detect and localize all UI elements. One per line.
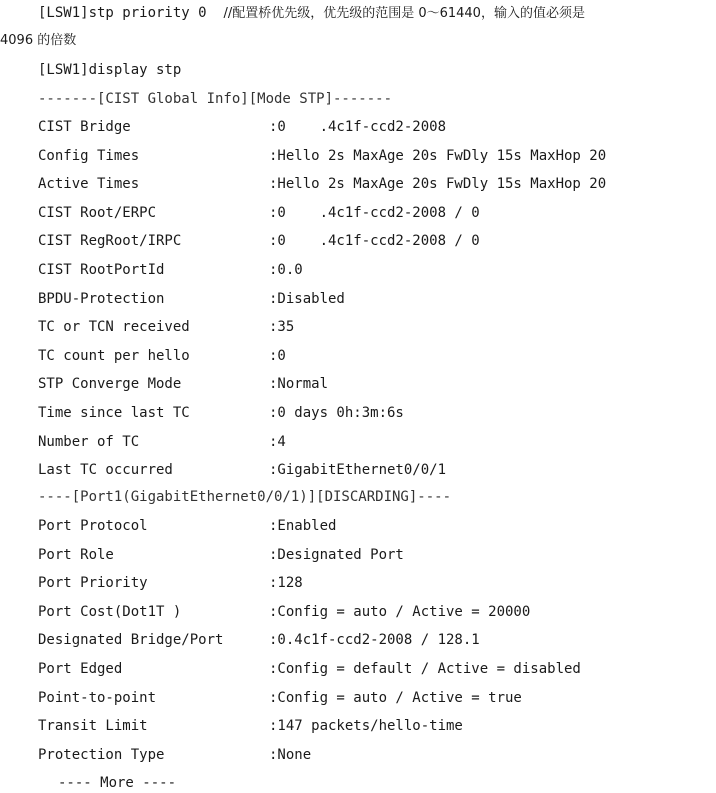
field-label: Port Protocol	[38, 518, 148, 534]
field-label: CIST Root/ERPC	[38, 204, 157, 221]
field-label: Config Times	[38, 147, 140, 164]
field-value: :0 .4c1f-ccd2-2008	[269, 119, 447, 135]
field-label: Point-to-point	[38, 689, 157, 706]
field-label: BPDU-Protection	[38, 290, 165, 307]
command-comment: //配置桥优先级，优先级的范围是 0～61440，输入的值必须是	[223, 6, 585, 21]
field-label: Port Priority	[38, 575, 148, 592]
field-label: CIST RegRoot/IRPC	[38, 233, 182, 250]
command-display-stp: [LSW1]display stp	[38, 62, 182, 78]
field-value: :Disabled	[269, 290, 345, 307]
field-value: :128	[269, 575, 303, 592]
field-value: :0 .4c1f-ccd2-2008 / 0	[269, 204, 480, 221]
field-value: :Config = default / Active = disabled	[269, 661, 581, 677]
field-label: Active Times	[38, 176, 140, 193]
field-value: :Designated Port	[269, 546, 404, 563]
field-value: :Hello 2s MaxAge 20s FwDly 15s MaxHop 20	[269, 147, 607, 164]
field-value: :147 packets/hello-time	[269, 718, 463, 735]
field-value: :0.0	[269, 262, 303, 278]
field-value: :Config = auto / Active = true	[269, 689, 522, 706]
command-stp-priority	[38, 3, 585, 23]
field-value: :None	[269, 746, 312, 763]
field-label: Protection Type	[38, 746, 165, 763]
field-value: :35	[269, 319, 295, 336]
field-label: Transit Limit	[38, 718, 148, 735]
field-label: Port Cost(Dot1T )	[38, 603, 182, 620]
field-label: Last TC occurred	[38, 462, 173, 479]
field-value: :4	[269, 433, 286, 450]
field-label: Port Edged	[38, 661, 123, 677]
field-label: STP Converge Mode	[38, 376, 182, 393]
field-label: TC count per hello	[38, 347, 190, 364]
command-comment-wrap: 4096 的倍数	[0, 33, 77, 48]
field-label: TC or TCN received	[38, 319, 190, 336]
field-label: Port Role	[38, 546, 114, 563]
command-text: [LSW1]stp priority 0	[38, 5, 207, 21]
field-value: :Config = auto / Active = 20000	[269, 603, 531, 620]
field-label: CIST RootPortId	[38, 262, 165, 278]
field-label: Time since last TC	[38, 405, 190, 421]
field-label: Number of TC	[38, 433, 140, 450]
port-info-separator: ----[Port1(GigabitEthernet0/0/1)][DISCARDING]----	[38, 489, 452, 505]
field-value: :0 days 0h:3m:6s	[269, 405, 404, 421]
cist-global-info-separator: -------[CIST Global Info][Mode STP]-------	[38, 91, 393, 107]
field-value: :0.4c1f-ccd2-2008 / 128.1	[269, 632, 480, 649]
field-value: :GigabitEthernet0/0/1	[269, 462, 447, 479]
field-label: CIST Bridge	[38, 119, 131, 135]
field-value: :Normal	[269, 376, 329, 393]
field-value: :0	[269, 347, 286, 364]
field-value: :Enabled	[269, 518, 337, 534]
field-value: :Hello 2s MaxAge 20s FwDly 15s MaxHop 20	[269, 176, 607, 193]
field-label: Designated Bridge/Port	[38, 632, 224, 649]
field-value: :0 .4c1f-ccd2-2008 / 0	[269, 233, 480, 250]
more-prompt: ---- More ----	[58, 775, 177, 791]
